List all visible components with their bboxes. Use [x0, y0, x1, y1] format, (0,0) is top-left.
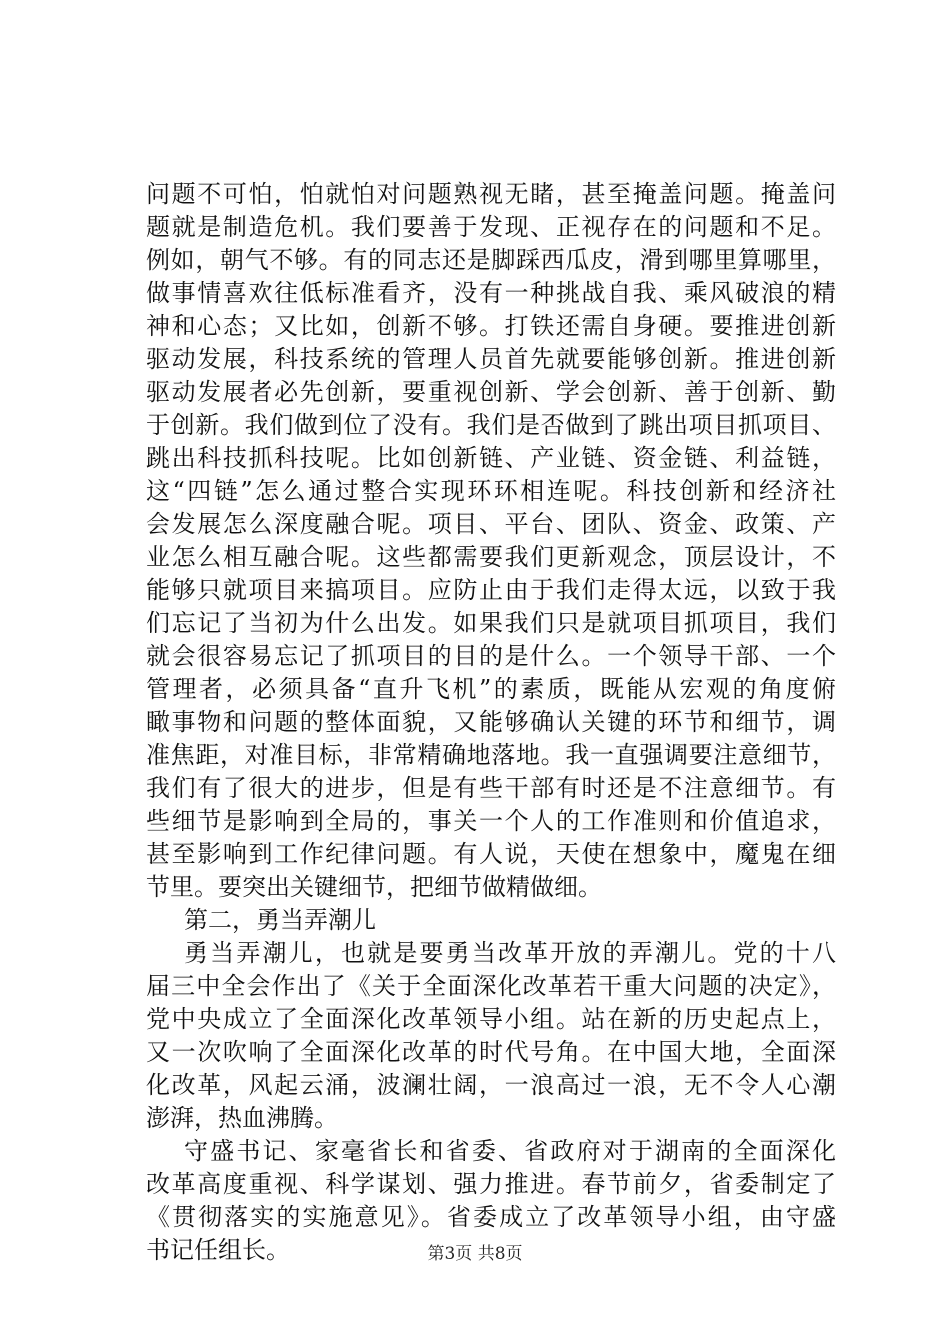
paragraph — [146, 178, 836, 904]
text-line: 节里。要突出关键细节，把细节做精做细。 — [146, 873, 602, 901]
text-line: 勇当弄潮儿，也就是要勇当改革开放的弄潮儿。党的十八 — [184, 939, 836, 967]
text-line: 第二，勇当弄潮儿 — [184, 906, 376, 934]
page-number-footer: 第3页 共8页 — [427, 1244, 523, 1264]
text-line: 守盛书记、家毫省长和省委、省政府对于湖南的全面深化 — [184, 1137, 836, 1165]
text-line: 这“四链”怎么通过整合实现环环相连呢。科技创新和经济社 — [146, 477, 836, 505]
paragraph — [146, 904, 836, 937]
text-line: 们忘记了当初为什么出发。如果我们只是就项目抓项目，我们 — [146, 609, 836, 637]
text-line: 又一次吹响了全面深化改革的时代号角。在中国大地，全面深 — [146, 1038, 836, 1066]
text-line: 能够只就项目来搞项目。应防止由于我们走得太远，以致于我 — [146, 576, 836, 604]
text-line: 于创新。我们做到位了没有。我们是否做到了跳出项目抓项目、 — [146, 411, 836, 439]
text-line: 书记任组长。 — [146, 1236, 290, 1264]
text-line: 澎湃，热血沸腾。 — [146, 1104, 338, 1132]
text-line: 管理者，必须具备“直升飞机”的素质，既能从宏观的角度俯 — [146, 675, 836, 703]
text-line: 神和心态；又比如，创新不够。打铁还需自身硬。要推进创新 — [146, 312, 836, 340]
text-line: 驱动发展者必先创新，要重视创新、学会创新、善于创新、勤 — [146, 378, 836, 406]
text-line: 我们有了很大的进步，但是有些干部有时还是不注意细节。有 — [146, 774, 836, 802]
text-line: 会发展怎么深度融合呢。项目、平台、团队、资金、政策、产 — [146, 510, 836, 538]
text-line: 党中央成立了全面深化改革领导小组。站在新的历史起点上， — [146, 1005, 836, 1033]
text-line: 业怎么相互融合呢。这些都需要我们更新观念，顶层设计，不 — [146, 543, 836, 571]
text-line: 题就是制造危机。我们要善于发现、正视存在的问题和不足。 — [146, 213, 836, 241]
text-line: 准焦距，对准目标，非常精确地落地。我一直强调要注意细节， — [146, 741, 836, 769]
text-line: 甚至影响到工作纪律问题。有人说，天使在想象中，魔鬼在细 — [146, 840, 836, 868]
text-line: 些细节是影响到全局的，事关一个人的工作准则和价值追求， — [146, 807, 836, 835]
paragraph — [146, 937, 836, 1135]
document-body — [146, 178, 836, 1267]
text-line: 化改革，风起云涌，波澜壮阔，一浪高过一浪，无不令人心潮 — [146, 1071, 836, 1099]
text-line: 就会很容易忘记了抓项目的目的是什么。一个领导干部、一个 — [146, 642, 836, 670]
text-line: 做事情喜欢往低标准看齐，没有一种挑战自我、乘风破浪的精 — [146, 279, 836, 307]
text-line: 《贯彻落实的实施意见》。省委成立了改革领导小组，由守盛 — [146, 1203, 836, 1231]
text-line: 驱动发展，科技系统的管理人员首先就要能够创新。推进创新 — [146, 345, 836, 373]
text-line: 瞰事物和问题的整体面貌，又能够确认关键的环节和细节，调 — [146, 708, 836, 736]
text-line: 届三中全会作出了《关于全面深化改革若干重大问题的决定》， — [146, 972, 836, 1000]
text-line: 跳出科技抓科技呢。比如创新链、产业链、资金链、利益链， — [146, 444, 836, 472]
text-line: 问题不可怕，怕就怕对问题熟视无睹，甚至掩盖问题。掩盖问 — [146, 180, 836, 208]
text-line: 例如，朝气不够。有的同志还是脚踩西瓜皮，滑到哪里算哪里， — [146, 246, 836, 274]
text-line: 改革高度重视、科学谋划、强力推进。春节前夕，省委制定了 — [146, 1170, 836, 1198]
